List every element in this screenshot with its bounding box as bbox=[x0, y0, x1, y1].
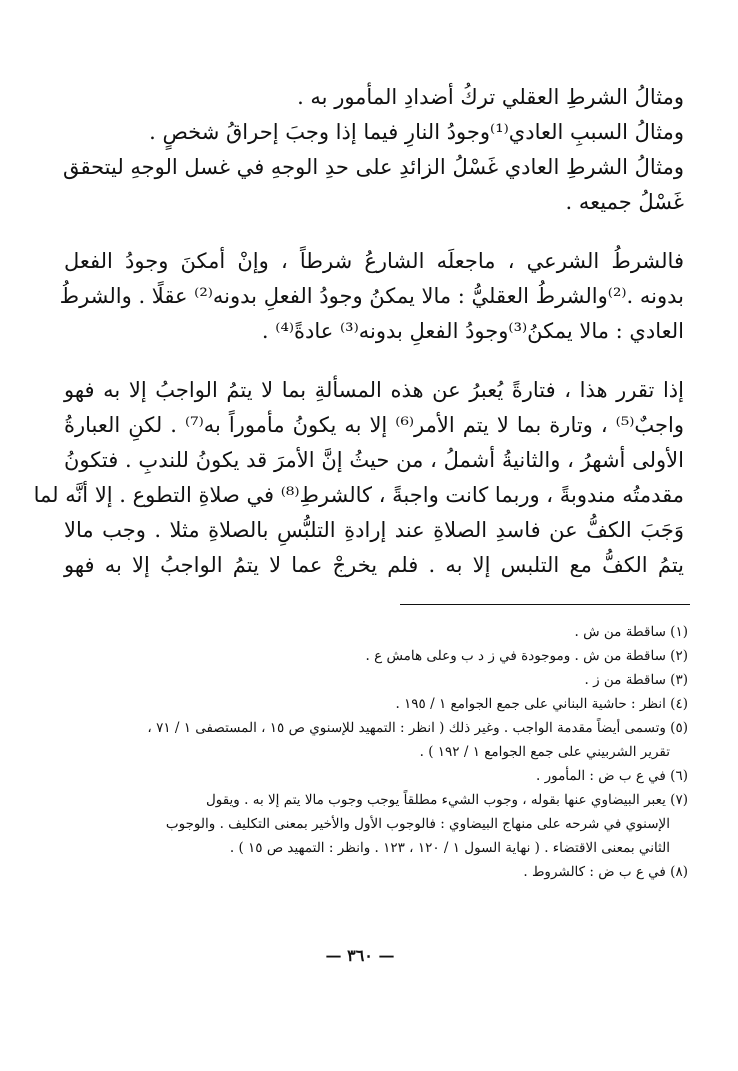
footnote: (٥) وتسمى أيضاً مقدمة الواجب . وغير ذلك ( انظر : التمهيد للإسنوي ص ١٥ ، المستصفى ١ / ٧١ ، bbox=[147, 720, 688, 736]
text-line: ومثالُ الشرطِ العقلي تركُ أضدادِ المأمور به . bbox=[297, 85, 684, 109]
footnote-continuation: تقرير الشربيني على جمع الجوامع ١ / ١٩٢ ) . bbox=[419, 744, 670, 760]
footnote: (٢) ساقطة من ش . وموجودة في ز د ب وعلى هامش ع . bbox=[365, 648, 688, 664]
text-line: العادي : مالا يمكنُ⁽³⁾وجودُ الفعلِ بدونه⁽³⁾ عادةً⁽⁴⁾ . bbox=[261, 319, 684, 343]
footnote: (٨) في ع ب ض : كالشروط . bbox=[523, 864, 688, 880]
text-line: فالشرطُ الشرعي ، ماجعلَه الشارعُ شرطاً ، وإنْ أمكنَ وجودُ الفعل bbox=[64, 249, 684, 273]
text-line: وَجَبَ الكفُّ عن فاسدِ الصلاةِ عند إرادةِ التلبُّسِ بالصلاةِ مثلا . وجب مالا bbox=[64, 518, 684, 542]
text-line: ومثالُ الشرطِ العادي غَسْلُ الزائدِ على حدِ الوجهِ في غسل الوجهِ ليتحقق bbox=[62, 155, 684, 179]
footnote: (٤) انظر : حاشية البناني على جمع الجوامع ١ / ١٩٥ . bbox=[395, 696, 688, 712]
footnote-separator bbox=[400, 604, 690, 605]
text-line: ومثالُ السببِ العادي⁽¹⁾وجودُ النارِ فيما إذا وجبَ إحراقُ شخصٍ . bbox=[149, 120, 684, 144]
footnote-continuation: الثاني بمعنى الاقتضاء . ( نهاية السول ١ / ١٢٠ ، ١٢٣ . وانظر : التمهيد ص ١٥ ) . bbox=[229, 840, 670, 856]
paragraph-gap bbox=[64, 220, 684, 244]
text-line: بدونه .⁽²⁾والشرطُ العقليُّ : مالا يمكنُ وجودُ الفعلِ بدونه⁽²⁾ عقلًا . والشرطُ bbox=[59, 284, 684, 308]
main-text bbox=[33, 80, 684, 583]
text-line: إذا تقرر هذا ، فتارةً يُعبرُ عن هذه المسألةِ بما لا يتمُ الواجبُ إلا به فهو bbox=[64, 378, 684, 402]
footnote: (١) ساقطة من ش . bbox=[574, 624, 688, 640]
text-line: الأولى أشهرُ ، والثانيةُ أشملُ ، من حيثُ إنَّ الأمرَ قد يكونُ للندبِ . فتكونُ bbox=[64, 448, 684, 472]
text-line: مقدمتُه مندوبةً ، وربما كانت واجبةً ، كالشرطِ⁽⁸⁾ في صلاةِ التطوع . إلا أنَّه لما bbox=[33, 483, 684, 507]
footnote: (٣) ساقطة من ز . bbox=[584, 672, 688, 688]
text-line: واجبٌ⁽⁵⁾ ، وتارة بما لا يتم الأمر⁽⁶⁾ إلا به يكونُ مأموراً به⁽⁷⁾ . لكنِ العبارةُ bbox=[64, 413, 684, 437]
footnotes bbox=[84, 620, 688, 884]
text-line: يتمُ الكفُّ مع التلبس إلا به . فلم يخرجْ عما لا يتمُ الواجبُ إلا به فهو bbox=[64, 553, 684, 577]
footnote-continuation: الإسنوي في شرحه على منهاج البيضاوي : فالوجوب الأول والأخير بمعنى التكليف . والوجوب bbox=[165, 816, 670, 832]
page-number: — ٣٦٠ — bbox=[325, 946, 395, 965]
footnote: (٧) يعبر البيضاوي عنها بقوله ، وجوب الشيء مطلقاً يوجب وجوب مالا يتم إلا به . ويقول bbox=[205, 792, 688, 808]
paragraph-gap bbox=[64, 349, 684, 373]
footnote: (٦) في ع ب ض : المأمور . bbox=[536, 768, 688, 784]
text-line: غَسْلُ جميعه . bbox=[565, 190, 684, 214]
